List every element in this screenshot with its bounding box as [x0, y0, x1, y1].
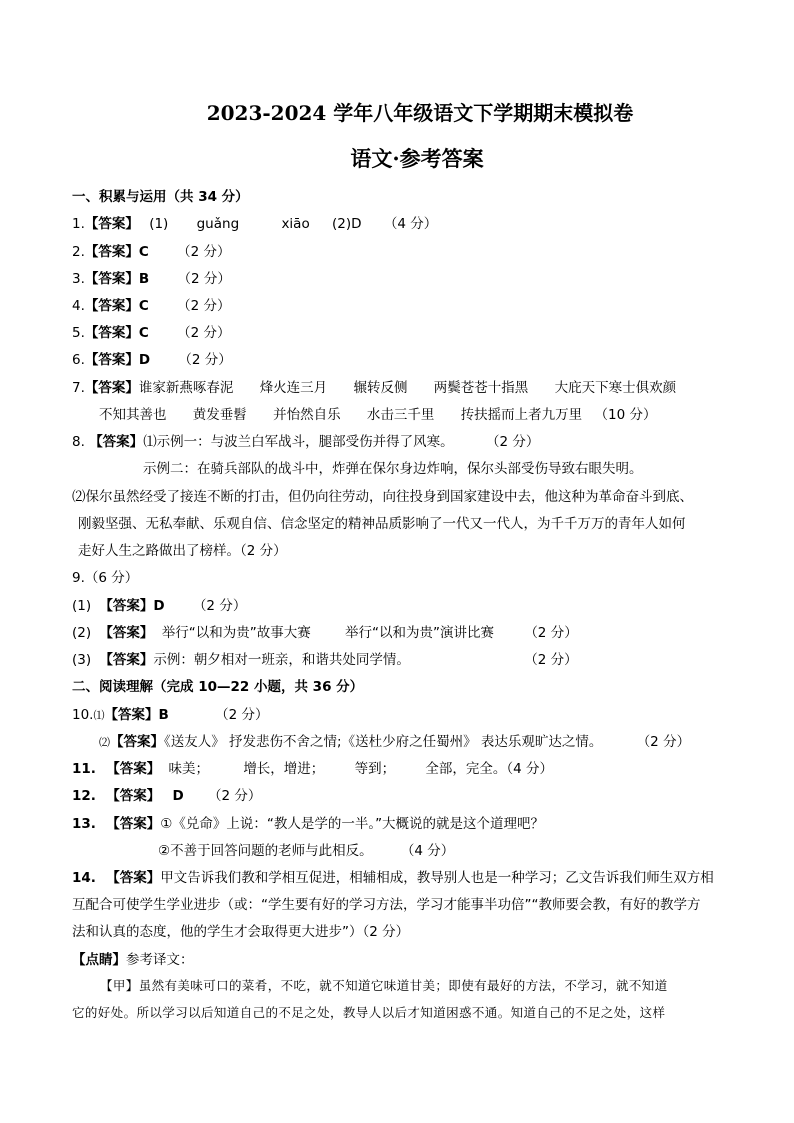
answer-q13-line2: ②不善于回答问题的老师与此相反。 （4 分） — [158, 843, 455, 859]
answer-q7-line1: 7.【答案】谁家新燕啄春泥 烽火连三月 辗转反侧 两鬓苍苍十指黑 大庇天下寒士俱欢颜 — [72, 380, 677, 396]
section-heading-2: 二、阅读理解（完成 10—22 小题，共 36 分） — [72, 679, 364, 695]
answer-q11: 11. 【答案】 味美； 增长，增进； 等到； 全部，完全。（4 分） — [72, 761, 554, 777]
note-heading: 【点睛】参考译文： — [72, 952, 194, 968]
answer-q5: 5.【答案】C （2 分） — [72, 325, 231, 341]
answer-q9-1: (1) 【答案】D （2 分） — [72, 598, 247, 614]
answer-q1: 1.【答案】 (1) guǎng xiāo (2)D （4 分） — [72, 216, 438, 232]
answer-q9-2: (2) 【答案】 举行“以和为贵”故事大赛 举行“以和为贵”演讲比赛 （2 分） — [72, 625, 578, 641]
answer-q14-line1: 14. 【答案】甲文告诉我们教和学相互促进，相辅相成，教导别人也是一种学习；乙文告诉我们师生双方相 — [72, 870, 714, 886]
answer-q14-line3: 法和认真的态度，他的学生才会取得更大进步”）（2 分） — [72, 924, 410, 940]
answer-q10-1: 10.⑴【答案】B （2 分） — [72, 707, 269, 723]
answer-q14-line2: 互配合可使学生学业进步（或：“学生要有好的学习方法，学习才能事半功倍”“教师要会教，有好的教学方 — [72, 897, 701, 913]
answer-q9-3: (3) 【答案】示例：朝夕相对一班亲，和谐共处同学情。 （2 分） — [72, 652, 578, 668]
answer-q2: 2.【答案】C （2 分） — [72, 244, 231, 260]
answer-q8-line2: 示例二：在骑兵部队的战斗中，炸弹在保尔身边炸响，保尔头部受伤导致右眼失明。 — [143, 461, 643, 477]
answer-q8-line3: ⑵保尔虽然经受了接连不断的打击，但仍向往劳动，向往投身到国家建设中去，他这种为革命奋斗到底、 — [72, 489, 693, 505]
answer-q6: 6.【答案】D （2 分） — [72, 352, 232, 368]
answer-q13-line1: 13. 【答案】①《兑命》上说：“教人是学的一半。”大概说的就是这个道理吧？ — [72, 816, 545, 832]
answer-q7-line2: 不知其善也 黄发垂髫 并怡然自乐 水击三千里 抟扶摇而上者九万里 （10 分） — [99, 407, 657, 423]
answer-q3: 3.【答案】B （2 分） — [72, 271, 231, 287]
answer-q8-line5: 走好人生之路做出了榜样。（2 分） — [78, 543, 287, 559]
document-title: 2023-2024 学年八年级语文下学期期末模拟卷 — [206, 101, 634, 125]
document-subtitle: 语文·参考答案 — [350, 146, 484, 171]
answer-q9-heading: 9.（6 分） — [72, 570, 139, 586]
translation-line1: 【甲】虽然有美味可口的菜肴，不吃，就不知道它味道甘美；即使有最好的方法，不学习，就不知道 — [100, 978, 668, 993]
section-heading-1: 一、积累与运用（共 34 分） — [72, 189, 249, 205]
translation-line2: 它的好处。所以学习以后知道自己的不足之处，教导人以后才知道困惑不通。知道自己的不足之处，这样 — [72, 1005, 666, 1020]
answer-q12: 12. 【答案】 D （2 分） — [72, 788, 262, 804]
answer-q8-line4: 刚毅坚强、无私奉献、乐观自信、信念坚定的精神品质影响了一代又一代人，为千千万万的青年人如何 — [78, 516, 686, 532]
answer-q10-2: ⑵【答案】《送友人》 抒发悲伤不舍之情;《送杜少府之任蜀州》 表达乐观旷达之情。 （2 分） — [99, 734, 691, 750]
answer-q4: 4.【答案】C （2 分） — [72, 298, 231, 314]
answer-q8-line1: 8. 【答案】⑴示例一：与波兰白军战斗，腿部受伤并得了风寒。 （2 分） — [72, 434, 540, 450]
